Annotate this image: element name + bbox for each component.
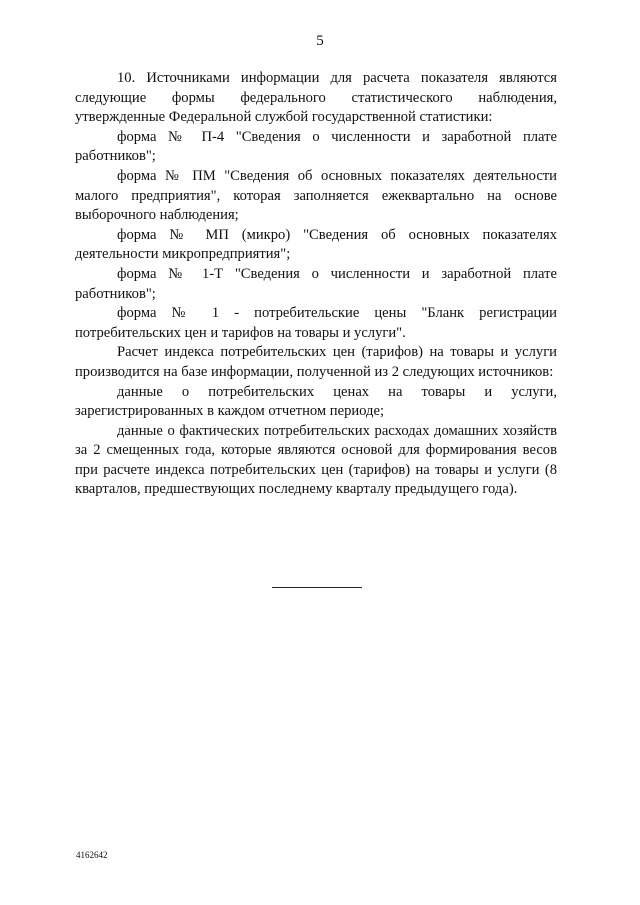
paragraph-form-1-prices: форма № 1 - потребительские цены "Бланк регистрации потребительских цен и тарифов на товары и услуги". <box>75 305 557 341</box>
page-number: 5 <box>316 33 324 49</box>
paragraph-expenditure-data: данные о фактических потребительских расходах домашних хозяйств за 2 смещенных года, которые являются основой для формирования весов при расчете индекса потребительских цен (тарифов) на товары и услуги (8 кварталов, предшествующих последнему кварталу предыдущего года). <box>75 422 557 498</box>
end-separator-line <box>272 587 362 588</box>
paragraph-form-p4: форма № П-4 "Сведения о численности и заработной плате работников"; <box>75 128 557 165</box>
paragraph-price-data: данные о потребительских ценах на товары и услуги, зарегистрированных в каждом отчетном периоде; <box>75 383 557 420</box>
paragraph-cpi-calculation: Расчет индекса потребительских цен (тарифов) на товары и услуги производится на базе информации, полученной из 2 следующих источников: <box>75 344 557 380</box>
paragraph-form-pm: форма № ПМ "Сведения об основных показателях деятельности малого предприятия", которая заполняется ежеквартально на основе выборочного наблюдения; <box>75 167 557 224</box>
document-body <box>75 69 557 500</box>
paragraph-sources-intro: 10. Источниками информации для расчета показателя являются следующие формы федерального статистического наблюдения, утвержденные Федеральной службой государственной статистики: <box>75 70 557 126</box>
document-id: 4162642 <box>76 850 108 860</box>
paragraph-form-1t: форма № 1-Т "Сведения о численности и заработной плате работников"; <box>75 265 557 302</box>
paragraph-form-mp: форма № МП (микро) "Сведения об основных показателях деятельности микропредприятия"; <box>75 226 557 263</box>
